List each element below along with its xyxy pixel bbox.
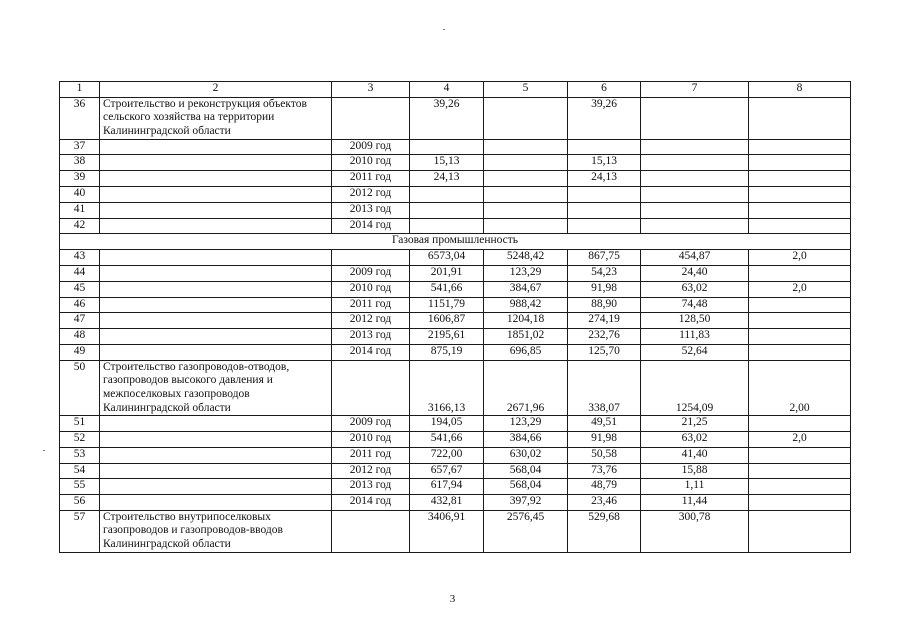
value-cell xyxy=(410,139,484,155)
description-cell xyxy=(100,344,332,360)
table-row xyxy=(60,171,851,187)
value-cell: 24,40 xyxy=(641,265,749,281)
value-cell xyxy=(749,344,851,360)
value-cell xyxy=(641,218,749,234)
column-number-header: 6 xyxy=(568,82,641,98)
row-number-cell: 49 xyxy=(60,344,100,360)
value-cell xyxy=(410,186,484,202)
value-cell: 617,94 xyxy=(410,479,484,495)
value-cell: 384,66 xyxy=(484,431,568,447)
value-cell: 630,02 xyxy=(484,447,568,463)
table-row xyxy=(60,431,851,447)
year-cell: 2012 год xyxy=(332,186,410,202)
row-number-cell: 51 xyxy=(60,416,100,432)
value-cell: 63,02 xyxy=(641,281,749,297)
program-funding-table xyxy=(59,81,851,553)
value-cell: 1151,79 xyxy=(410,297,484,313)
column-number-header: 3 xyxy=(332,82,410,98)
row-number-cell: 46 xyxy=(60,297,100,313)
value-cell xyxy=(484,97,568,139)
year-cell: 2009 год xyxy=(332,265,410,281)
column-number-header: 5 xyxy=(484,82,568,98)
value-cell: 2,0 xyxy=(749,250,851,266)
value-cell: 41,40 xyxy=(641,447,749,463)
value-cell xyxy=(484,202,568,218)
description-cell xyxy=(100,281,332,297)
value-cell xyxy=(484,218,568,234)
value-cell xyxy=(410,218,484,234)
value-cell: 39,26 xyxy=(410,97,484,139)
description-cell xyxy=(100,297,332,313)
table-row xyxy=(60,97,851,139)
row-number-cell: 47 xyxy=(60,313,100,329)
value-cell: 52,64 xyxy=(641,344,749,360)
value-cell: 24,13 xyxy=(568,171,641,187)
row-number-cell: 54 xyxy=(60,463,100,479)
value-cell xyxy=(749,155,851,171)
value-cell xyxy=(749,416,851,432)
value-cell: 1606,87 xyxy=(410,313,484,329)
year-cell: 2013 год xyxy=(332,329,410,345)
value-cell: 39,26 xyxy=(568,97,641,139)
column-number-header: 2 xyxy=(100,82,332,98)
value-cell: 88,90 xyxy=(568,297,641,313)
value-cell: 1851,02 xyxy=(484,329,568,345)
row-number-cell: 56 xyxy=(60,495,100,511)
table-row xyxy=(60,281,851,297)
year-cell: 2009 год xyxy=(332,416,410,432)
value-cell xyxy=(749,186,851,202)
value-cell xyxy=(749,202,851,218)
row-number-cell: 45 xyxy=(60,281,100,297)
row-number-cell: 50 xyxy=(60,360,100,415)
row-number-cell: 40 xyxy=(60,186,100,202)
value-cell: 125,70 xyxy=(568,344,641,360)
description-cell xyxy=(100,463,332,479)
value-cell: 397,92 xyxy=(484,495,568,511)
row-number-cell: 42 xyxy=(60,218,100,234)
description-cell xyxy=(100,431,332,447)
year-cell: 2013 год xyxy=(332,202,410,218)
description-cell xyxy=(100,329,332,345)
value-cell xyxy=(568,202,641,218)
table-row xyxy=(60,139,851,155)
value-cell: 338,07 xyxy=(568,360,641,415)
value-cell: 15,88 xyxy=(641,463,749,479)
value-cell: 875,19 xyxy=(410,344,484,360)
value-cell xyxy=(484,171,568,187)
value-cell xyxy=(641,155,749,171)
row-number-cell: 44 xyxy=(60,265,100,281)
value-cell: 2,00 xyxy=(749,360,851,415)
value-cell: 384,67 xyxy=(484,281,568,297)
value-cell: 2195,61 xyxy=(410,329,484,345)
page-number: 3 xyxy=(449,593,456,605)
value-cell: 1,11 xyxy=(641,479,749,495)
value-cell xyxy=(484,186,568,202)
value-cell: 15,13 xyxy=(568,155,641,171)
table-row xyxy=(60,313,851,329)
row-number-cell: 43 xyxy=(60,250,100,266)
table-row xyxy=(60,344,851,360)
value-cell: 201,91 xyxy=(410,265,484,281)
scan-speck xyxy=(43,450,45,451)
table-row xyxy=(60,360,851,415)
value-cell xyxy=(641,171,749,187)
value-cell: 11,44 xyxy=(641,495,749,511)
value-cell: 1254,09 xyxy=(641,360,749,415)
year-cell xyxy=(332,97,410,139)
year-cell: 2012 год xyxy=(332,463,410,479)
column-number-header: 8 xyxy=(749,82,851,98)
value-cell xyxy=(641,186,749,202)
description-cell xyxy=(100,416,332,432)
description-cell: Строительство газопроводов-отводов, газопроводов высокого давления и межпоселковых газопроводов Калининградской области xyxy=(100,360,332,415)
section-title: Газовая промышленность xyxy=(60,234,851,250)
value-cell xyxy=(568,139,641,155)
value-cell: 91,98 xyxy=(568,281,641,297)
scan-speck xyxy=(443,29,445,30)
column-number-header: 1 xyxy=(60,82,100,98)
year-cell xyxy=(332,250,410,266)
value-cell: 194,05 xyxy=(410,416,484,432)
table-row xyxy=(60,155,851,171)
year-cell: 2011 год xyxy=(332,447,410,463)
value-cell xyxy=(641,97,749,139)
description-cell xyxy=(100,250,332,266)
value-cell xyxy=(749,139,851,155)
value-cell: 63,02 xyxy=(641,431,749,447)
value-cell: 696,85 xyxy=(484,344,568,360)
value-cell xyxy=(749,447,851,463)
description-cell xyxy=(100,186,332,202)
description-cell xyxy=(100,265,332,281)
table-row xyxy=(60,265,851,281)
value-cell: 49,51 xyxy=(568,416,641,432)
value-cell: 15,13 xyxy=(410,155,484,171)
value-cell xyxy=(410,202,484,218)
value-cell: 232,76 xyxy=(568,329,641,345)
value-cell xyxy=(749,97,851,139)
row-number-cell: 52 xyxy=(60,431,100,447)
description-cell xyxy=(100,313,332,329)
row-number-cell: 37 xyxy=(60,139,100,155)
value-cell: 2,0 xyxy=(749,431,851,447)
year-cell: 2014 год xyxy=(332,344,410,360)
description-cell: Строительство и реконструкция объектов сельского хозяйства на территории Калининградской области xyxy=(100,97,332,139)
table-row xyxy=(60,416,851,432)
description-cell xyxy=(100,139,332,155)
row-number-cell: 36 xyxy=(60,97,100,139)
description-cell xyxy=(100,202,332,218)
table-row xyxy=(60,218,851,234)
value-cell: 24,13 xyxy=(410,171,484,187)
column-number-header: 4 xyxy=(410,82,484,98)
year-cell: 2010 год xyxy=(332,155,410,171)
year-cell: 2009 год xyxy=(332,139,410,155)
value-cell xyxy=(749,265,851,281)
year-cell: 2014 год xyxy=(332,218,410,234)
value-cell: 2,0 xyxy=(749,281,851,297)
year-cell xyxy=(332,360,410,415)
description-cell xyxy=(100,479,332,495)
table-row xyxy=(60,479,851,495)
value-cell: 74,48 xyxy=(641,297,749,313)
row-number-cell: 41 xyxy=(60,202,100,218)
value-cell: 529,68 xyxy=(568,510,641,552)
value-cell: 300,78 xyxy=(641,510,749,552)
value-cell xyxy=(641,202,749,218)
table-row xyxy=(60,329,851,345)
value-cell: 73,76 xyxy=(568,463,641,479)
row-number-cell: 38 xyxy=(60,155,100,171)
table-row xyxy=(60,447,851,463)
row-number-cell: 48 xyxy=(60,329,100,345)
value-cell: 432,81 xyxy=(410,495,484,511)
value-cell xyxy=(749,171,851,187)
value-cell: 50,58 xyxy=(568,447,641,463)
row-number-cell: 39 xyxy=(60,171,100,187)
row-number-cell: 57 xyxy=(60,510,100,552)
value-cell: 2576,45 xyxy=(484,510,568,552)
value-cell: 3166,13 xyxy=(410,360,484,415)
value-cell: 541,66 xyxy=(410,281,484,297)
value-cell: 23,46 xyxy=(568,495,641,511)
value-cell: 454,87 xyxy=(641,250,749,266)
value-cell xyxy=(641,139,749,155)
value-cell: 111,83 xyxy=(641,329,749,345)
value-cell: 541,66 xyxy=(410,431,484,447)
year-cell: 2011 год xyxy=(332,171,410,187)
value-cell xyxy=(749,218,851,234)
value-cell: 54,23 xyxy=(568,265,641,281)
value-cell: 657,67 xyxy=(410,463,484,479)
description-cell xyxy=(100,218,332,234)
table-row xyxy=(60,202,851,218)
row-number-cell: 53 xyxy=(60,447,100,463)
value-cell xyxy=(568,186,641,202)
year-cell: 2010 год xyxy=(332,431,410,447)
value-cell: 568,04 xyxy=(484,479,568,495)
table-row xyxy=(60,297,851,313)
table-row xyxy=(60,186,851,202)
header-row xyxy=(60,82,851,98)
value-cell xyxy=(568,218,641,234)
description-cell xyxy=(100,495,332,511)
value-cell: 3406,91 xyxy=(410,510,484,552)
year-cell: 2010 год xyxy=(332,281,410,297)
value-cell: 6573,04 xyxy=(410,250,484,266)
section-row xyxy=(60,234,851,250)
table-row xyxy=(60,250,851,266)
value-cell: 274,19 xyxy=(568,313,641,329)
year-cell: 2011 год xyxy=(332,297,410,313)
value-cell: 123,29 xyxy=(484,416,568,432)
value-cell xyxy=(749,313,851,329)
value-cell: 1204,18 xyxy=(484,313,568,329)
value-cell: 568,04 xyxy=(484,463,568,479)
row-number-cell: 55 xyxy=(60,479,100,495)
value-cell: 21,25 xyxy=(641,416,749,432)
table-row xyxy=(60,495,851,511)
value-cell xyxy=(749,495,851,511)
description-cell xyxy=(100,171,332,187)
description-cell xyxy=(100,155,332,171)
year-cell xyxy=(332,510,410,552)
year-cell: 2012 год xyxy=(332,313,410,329)
value-cell: 2671,96 xyxy=(484,360,568,415)
value-cell xyxy=(749,510,851,552)
year-cell: 2014 год xyxy=(332,495,410,511)
value-cell xyxy=(749,479,851,495)
table-row xyxy=(60,463,851,479)
value-cell xyxy=(484,155,568,171)
year-cell: 2013 год xyxy=(332,479,410,495)
value-cell: 123,29 xyxy=(484,265,568,281)
table-row xyxy=(60,510,851,552)
value-cell xyxy=(749,297,851,313)
value-cell xyxy=(749,463,851,479)
value-cell: 988,42 xyxy=(484,297,568,313)
value-cell: 128,50 xyxy=(641,313,749,329)
value-cell: 867,75 xyxy=(568,250,641,266)
description-cell xyxy=(100,447,332,463)
value-cell: 91,98 xyxy=(568,431,641,447)
value-cell xyxy=(749,329,851,345)
table-body xyxy=(60,82,851,553)
value-cell xyxy=(484,139,568,155)
value-cell: 722,00 xyxy=(410,447,484,463)
description-cell: Строительство внутрипоселковых газопроводов и газопроводов-вводов Калининградской области xyxy=(100,510,332,552)
value-cell: 48,79 xyxy=(568,479,641,495)
value-cell: 5248,42 xyxy=(484,250,568,266)
column-number-header: 7 xyxy=(641,82,749,98)
